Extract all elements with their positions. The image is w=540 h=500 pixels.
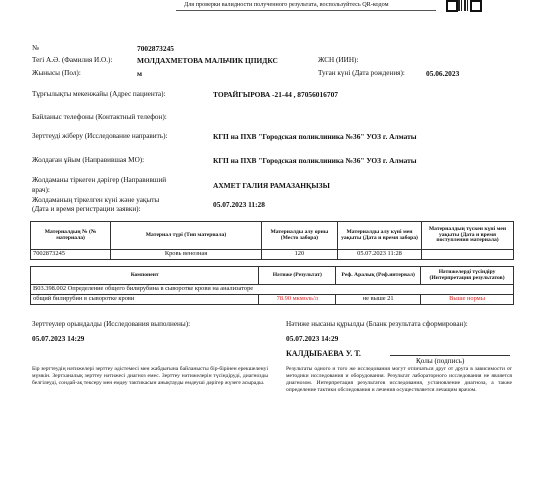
table-row	[31, 250, 514, 260]
table-row	[31, 295, 514, 305]
done-label: Зерттеулер орындалды (Исследования выполнены):	[32, 320, 191, 328]
dob-label: Туған күні (Дата рождения):	[318, 69, 405, 77]
result-header-value: Нәтиже (Результат)	[259, 267, 336, 285]
addr-value: ТОРАЙГЫРОВА -21-44 , 87056016707	[213, 90, 338, 99]
material-place: 120	[261, 250, 337, 260]
result-header-interp: Нәтижелерді түсіндіру (Интерпретация результатов)	[421, 267, 514, 285]
result-ref: не выше 21	[336, 295, 421, 305]
signature-line	[390, 355, 510, 356]
note-kazakh: Бір зерттеудің нәтижелері зерттеу әдістемесі мен жабдығына байланысты бір-бірінен ерекшеленуі мүмкін. Зертханалық зерттеу нәтижесі диагноз емес. Зерттеу нәтижелерін түсіндіруді, диагнозды белгілеуді, сондай-ақ тексеру мен емдеу тактикасын анықтауды емдеуші дәрігер жүзеге асырады.	[32, 366, 268, 387]
material-date: 05.07.2023 11:28	[337, 250, 421, 260]
result-header-ref: Реф. Аралық (Реф.интервал)	[336, 267, 421, 285]
material-header-num: Материалдың № (№ материала)	[31, 222, 111, 250]
qr-note: Для проверки валидности полученного результата, воспользуйтесь QR-кодом	[184, 1, 389, 8]
result-header-component: Компонент	[31, 267, 259, 285]
formed-value: 05.07.2023 14:29	[286, 334, 339, 343]
phone-label: Байланыс телефоны (Контактный телефон):	[32, 113, 167, 121]
name-value: МОЛДАХМЕТОВА МАЛЬЧИК ЦПИДКС	[137, 56, 278, 65]
sent-label: Зерттеуді жіберу (Исследование направить):	[32, 132, 168, 140]
note-russian: Результаты одного и того же исследования могут отличаться друг от друга в зависимости от методики исследования и оборудования. Результат лабораторного исследования не является диагнозом. Интерпретация результатов исследования, установление диагноза, а также определение тактики обследования и лечения осуществляется лечащим врачом.	[286, 366, 512, 394]
material-num: 7002873245	[31, 250, 111, 260]
material-received	[422, 250, 514, 260]
qr-code-icon	[446, 0, 482, 11]
name-label: Тегі А.Ә. (Фамилия И.О.):	[32, 56, 113, 64]
result-interp: Выше нормы	[421, 295, 514, 305]
regdate-label: Жолдаманың тіркелген күні және уақыты	[32, 196, 160, 204]
material-header-date: Материалды алу күні мен уақыты (Дата и время забора)	[337, 222, 421, 250]
done-value: 05.07.2023 14:29	[32, 334, 85, 343]
doctor-label: Жолдаманы тіркеген дәрігер (Направивший	[32, 176, 167, 184]
dob-value: 05.06.2023	[426, 69, 460, 78]
mo-value: КГП на ПХВ "Городская поликлиника №36" УОЗ г. Алматы	[213, 156, 417, 165]
material-type: Кровь венозная	[111, 250, 262, 260]
num-value: 7002873245	[137, 44, 174, 53]
sent-value: КГП на ПХВ "Городская поликлиника №36" УОЗ г. Алматы	[213, 132, 417, 141]
material-header-place: Материалды алу орны (Место забора)	[261, 222, 337, 250]
addr-label: Тұрғылықты мекенжайы (Адрес пациента):	[32, 90, 166, 98]
result-component: общий билирубин в сыворотке крови	[31, 295, 259, 305]
result-group: В03.398.002 Определение общего билирубина в сыворотке крови на анализаторе	[31, 285, 514, 295]
num-label: №	[32, 44, 39, 52]
top-header	[0, 0, 540, 14]
iin-label: ЖСН (ИИН):	[318, 56, 359, 64]
sex-value: м	[137, 69, 143, 78]
regdate-value: 05.07.2023 11:28	[213, 200, 265, 209]
result-value: 78.90 мкмоль/л	[259, 295, 336, 305]
material-header-received: Материалдың түскен күні мен уақыты (Дата и время поступления материала)	[422, 222, 514, 250]
header-line	[176, 10, 436, 11]
material-header-type: Материал түрі (Тип материала)	[111, 222, 262, 250]
doctor-label-2: врач):	[32, 186, 50, 194]
signer-name: КАЛДЫБАЕВА У. Т.	[286, 349, 361, 358]
material-table	[30, 221, 514, 260]
doctor-value: АХМЕТ ГАЛИЯ РАМАЗАНҚЫЗЫ	[213, 181, 330, 190]
result-table	[30, 266, 514, 305]
mo-label: Жолдаған ұйым (Направившая МО):	[32, 156, 145, 164]
regdate-label-2: (Дата и время регистрации заявки):	[32, 205, 141, 213]
signature-label: Қолы (подпись)	[416, 357, 465, 365]
formed-label: Нәтиже нысаны құрылды (Бланк результата сформирован):	[286, 320, 468, 328]
sex-label: Жынысы (Пол):	[32, 69, 81, 77]
